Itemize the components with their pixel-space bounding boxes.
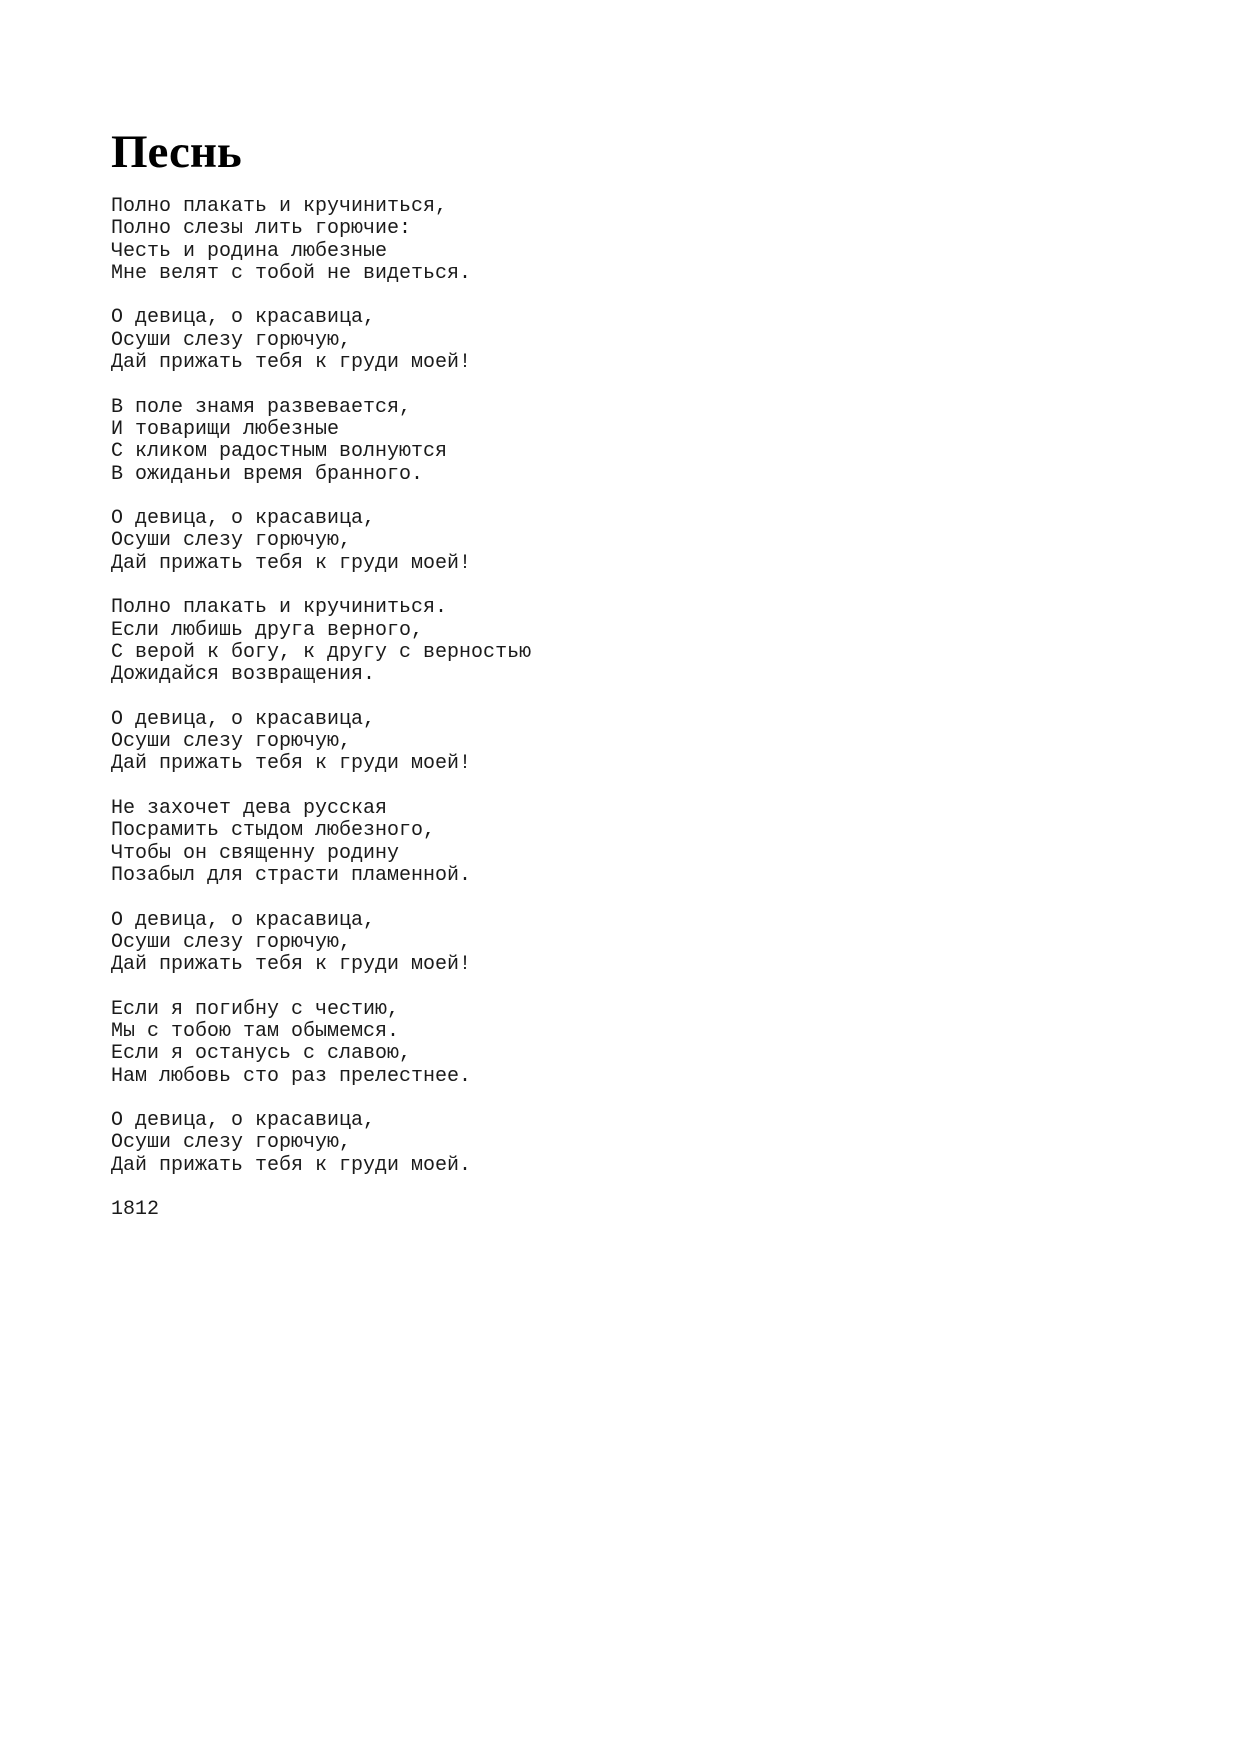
poem-line: Дай прижать тебя к груди моей! — [111, 953, 472, 977]
poem-line: Если я погибну с честию, — [111, 997, 400, 1021]
poem-line: Осуши слезу горючую, — [111, 529, 352, 553]
poem-line: Если любишь друга верного, — [111, 618, 424, 642]
stanza — [111, 709, 1111, 776]
poem-title: Песнь — [111, 126, 242, 178]
poem-content — [111, 124, 1111, 1222]
stanza — [111, 910, 1111, 977]
poem-line: Дай прижать тебя к груди моей. — [111, 1153, 472, 1177]
poem-line: О девица, о красавица, — [111, 707, 376, 731]
poem-line: Полно слезы лить горючие: — [111, 217, 412, 241]
stanza — [111, 1110, 1111, 1177]
poem-line: Честь и родина любезные — [111, 239, 388, 263]
poem-line: Дай прижать тебя к груди моей! — [111, 752, 472, 776]
poem-line: И товарищи любезные — [111, 417, 340, 441]
stanza — [111, 508, 1111, 575]
poem-line: О девица, о красавица, — [111, 1109, 376, 1133]
poem-line: Дожидайся возвращения. — [111, 663, 376, 687]
poem-line: Полно плакать и кручиниться, — [111, 195, 448, 218]
poem-line: Мне велят с тобой не видеться. — [111, 261, 472, 285]
poem-line: Дай прижать тебя к груди моей! — [111, 551, 472, 575]
poem-line: О девица, о красавица, — [111, 908, 376, 932]
poem-line: Чтобы он священну родину — [111, 841, 400, 865]
stanza — [111, 307, 1111, 374]
stanza — [111, 798, 1111, 887]
poem-line: Посрамить стыдом любезного, — [111, 819, 436, 843]
poem-line: Нам любовь сто раз прелестнее. — [111, 1064, 472, 1088]
poem-line: В поле знамя развевается, — [111, 395, 412, 419]
poem-line: Осуши слезу горючую, — [111, 730, 352, 754]
poem-line: Полно плакать и кручиниться. — [111, 596, 448, 620]
poem-line: С верой к богу, к другу с верностью — [111, 640, 532, 664]
poem-line: О девица, о красавица, — [111, 507, 376, 531]
poem-date: 1812 — [111, 1198, 160, 1222]
poem-line: С кликом радостным волнуются — [111, 440, 448, 464]
stanza — [111, 597, 1111, 686]
poem-line: О девица, о красавица, — [111, 306, 376, 330]
poem-line: В ожиданьи время бранного. — [111, 462, 424, 486]
poem-line: Осуши слезу горючую, — [111, 328, 352, 352]
stanza — [111, 999, 1111, 1088]
stanza — [111, 196, 1111, 285]
poem-line: Не захочет дева русская — [111, 797, 388, 821]
poem-line: Дай прижать тебя к груди моей! — [111, 351, 472, 375]
poem-line: Позабыл для страсти пламенной. — [111, 863, 472, 887]
poem-line: Осуши слезу горючую, — [111, 930, 352, 954]
poem-line: Мы с тобою там обымемся. — [111, 1019, 400, 1043]
poem-line: Осуши слезу горючую, — [111, 1131, 352, 1155]
poem-stanzas — [111, 196, 1111, 1177]
poem-line: Если я останусь с славою, — [111, 1042, 412, 1066]
stanza — [111, 397, 1111, 486]
